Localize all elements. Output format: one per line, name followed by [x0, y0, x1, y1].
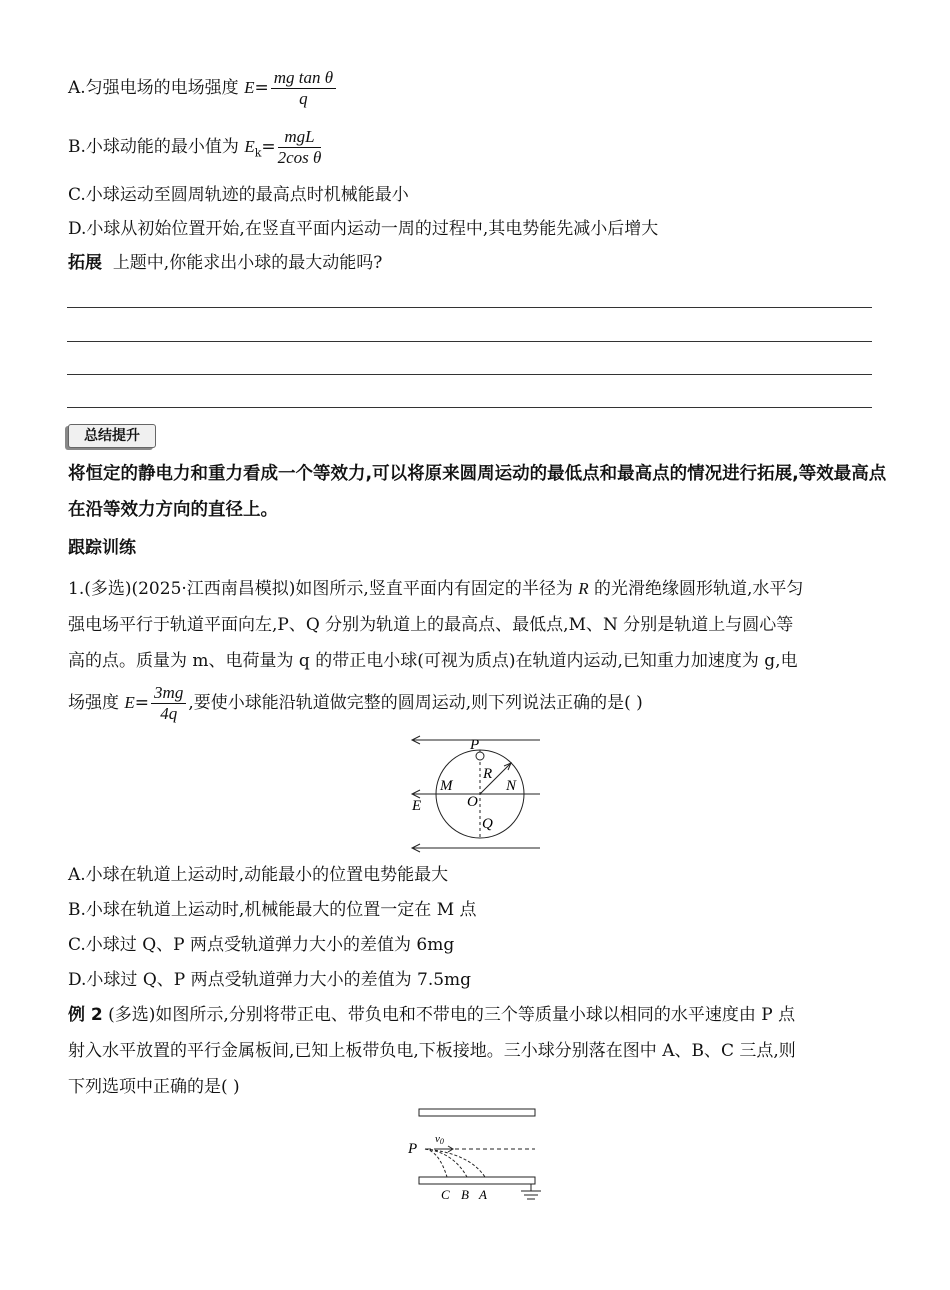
option-c: C.小球过 Q、P 两点受轨道弹力大小的差值为 6mg [68, 935, 455, 955]
label-B: B [461, 1187, 469, 1202]
label-M: M [440, 778, 453, 794]
option-a: A.小球在轨道上运动时,动能最小的位置电势能最大 [68, 865, 449, 885]
label-N: N [506, 778, 517, 794]
circular-track-figure [400, 730, 550, 855]
label-Q: Q [482, 816, 493, 832]
upper-plate [419, 1109, 535, 1116]
section-title: 跟踪训练 [68, 538, 136, 558]
answer-line [67, 407, 872, 408]
fraction-mg-tan-theta-over-q: $\frac{\text{mg tan θ}}{q}$ [271, 68, 336, 109]
option-b: B.小球在轨道上运动时,机械能最大的位置一定在 M 点 [68, 900, 477, 920]
option-a: A.匀强电场的电场强度 E= $\frac{\text{mg tan θ}}{q}$ [68, 68, 338, 109]
ball-icon [476, 752, 484, 760]
fraction-3mg-over-4q: $\frac{3mg}{4q}$ [151, 683, 186, 724]
label-A: A [479, 1187, 487, 1202]
trajectory-B [425, 1149, 467, 1177]
summary-text: 将恒定的静电力和重力看成一个等效力,可以将原来圆周运动的最低点和最高点的情况进行拓展,等效最高点在沿等效力方向的直径上。 [68, 464, 887, 520]
label-v0: v0 [435, 1133, 444, 1146]
parallel-plates-figure [405, 1105, 555, 1205]
label-E: E [412, 798, 422, 814]
summary-badge: 总结提升 [68, 424, 156, 448]
label-P: P [470, 737, 480, 753]
fraction-mgl-over-2cos: $\frac{\text{mgL}}{\text{2cos θ}}$ [277, 127, 322, 167]
answer-line [67, 374, 872, 375]
answer-line [67, 307, 872, 308]
label-R: R [483, 766, 493, 782]
option-d: D.小球从初始位置开始,在竖直平面内运动一周的过程中,其电势能先减小后增大 [68, 219, 659, 239]
label-C: C [441, 1187, 450, 1202]
option-b: B.小球动能的最小值为 $E_k=$ $\frac{\text{mgL}}{\text{2cos θ}}$ [68, 127, 322, 167]
trajectory-C [425, 1149, 447, 1177]
extension-question: 拓展 上题中,你能求出小球的最大动能吗? [68, 253, 383, 273]
answer-line [67, 341, 872, 342]
question-1-stem: 1.(多选)(2025·江西南昌模拟)如图所示,竖直平面内有固定的半径为 R 的光滑绝缘圆形轨道,水平匀 强电场平行于轨道平面向左,P、Q 分别为轨道上的最高点、最低点,M、N 分别是轨道上与圆心等 高的点。质量为 m、电荷量为 q 的带正电小球(可视为质点)在轨道内运动,已知重力加速度为 g,电 场强度 E= $\frac{3mg}{4q}$ ,要使小球能沿轨道做完整的圆周运动,则下列说法正确的是( ) [68, 579, 804, 723]
option-d: D.小球过 Q、P 两点受轨道弹力大小的差值为 7.5mg [68, 970, 472, 990]
option-c: C.小球运动至圆周轨迹的最高点时机械能最小 [68, 185, 409, 205]
label-P: P [408, 1141, 418, 1157]
lower-plate [419, 1177, 535, 1184]
label-O: O [467, 794, 478, 810]
example-2-stem: 例 2 (多选)如图所示,分别将带正电、带负电和不带电的三个等质量小球以相同的水平速度由 P 点 射入水平放置的平行金属板间,已知上板带负电,下板接地。三小球分别落在图中 A、B、C 三点,则 下列选项中正确的是( ) [68, 1005, 796, 1097]
